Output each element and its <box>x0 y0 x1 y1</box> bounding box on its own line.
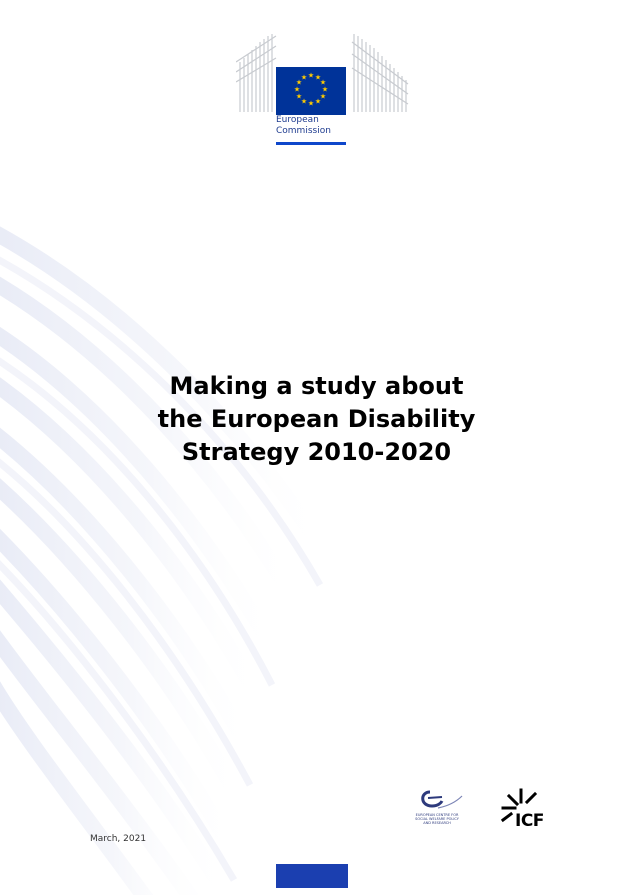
publication-date: March, 2021 <box>90 834 147 844</box>
svg-text:★: ★ <box>307 99 315 108</box>
document-title <box>0 370 633 469</box>
icf-wordmark: ICF <box>515 811 544 831</box>
ecswr-text <box>408 813 466 825</box>
svg-text:★: ★ <box>295 78 303 87</box>
svg-text:★: ★ <box>314 97 322 106</box>
icf-logo-icon <box>497 786 561 834</box>
european-commission-logo-icon <box>236 32 411 150</box>
ecswr-line-3: AND RESEARCH <box>423 821 451 825</box>
ec-name-line2: Commission <box>276 126 331 136</box>
svg-text:★: ★ <box>321 85 329 94</box>
svg-text:★: ★ <box>307 71 315 80</box>
svg-text:★: ★ <box>319 92 327 101</box>
ecswr-line-1: EUROPEAN CENTRE FOR <box>415 813 459 817</box>
svg-text:★: ★ <box>300 97 308 106</box>
ec-name-line1: European <box>276 115 319 125</box>
title-line-1: Making a study about <box>169 372 464 400</box>
ecswr-line-2: SOCIAL WELFARE POLICY <box>415 817 459 821</box>
ecswr-logo-icon <box>408 786 466 834</box>
footer-blue-bar <box>276 864 348 888</box>
svg-text:★: ★ <box>319 78 327 87</box>
svg-text:★: ★ <box>314 73 322 82</box>
title-line-3: Strategy 2010-2020 <box>181 438 452 466</box>
ec-underline <box>276 142 346 145</box>
svg-text:★: ★ <box>293 85 301 94</box>
svg-text:★: ★ <box>300 73 308 82</box>
title-line-2: the European Disability <box>157 405 476 433</box>
svg-text:★: ★ <box>295 92 303 101</box>
